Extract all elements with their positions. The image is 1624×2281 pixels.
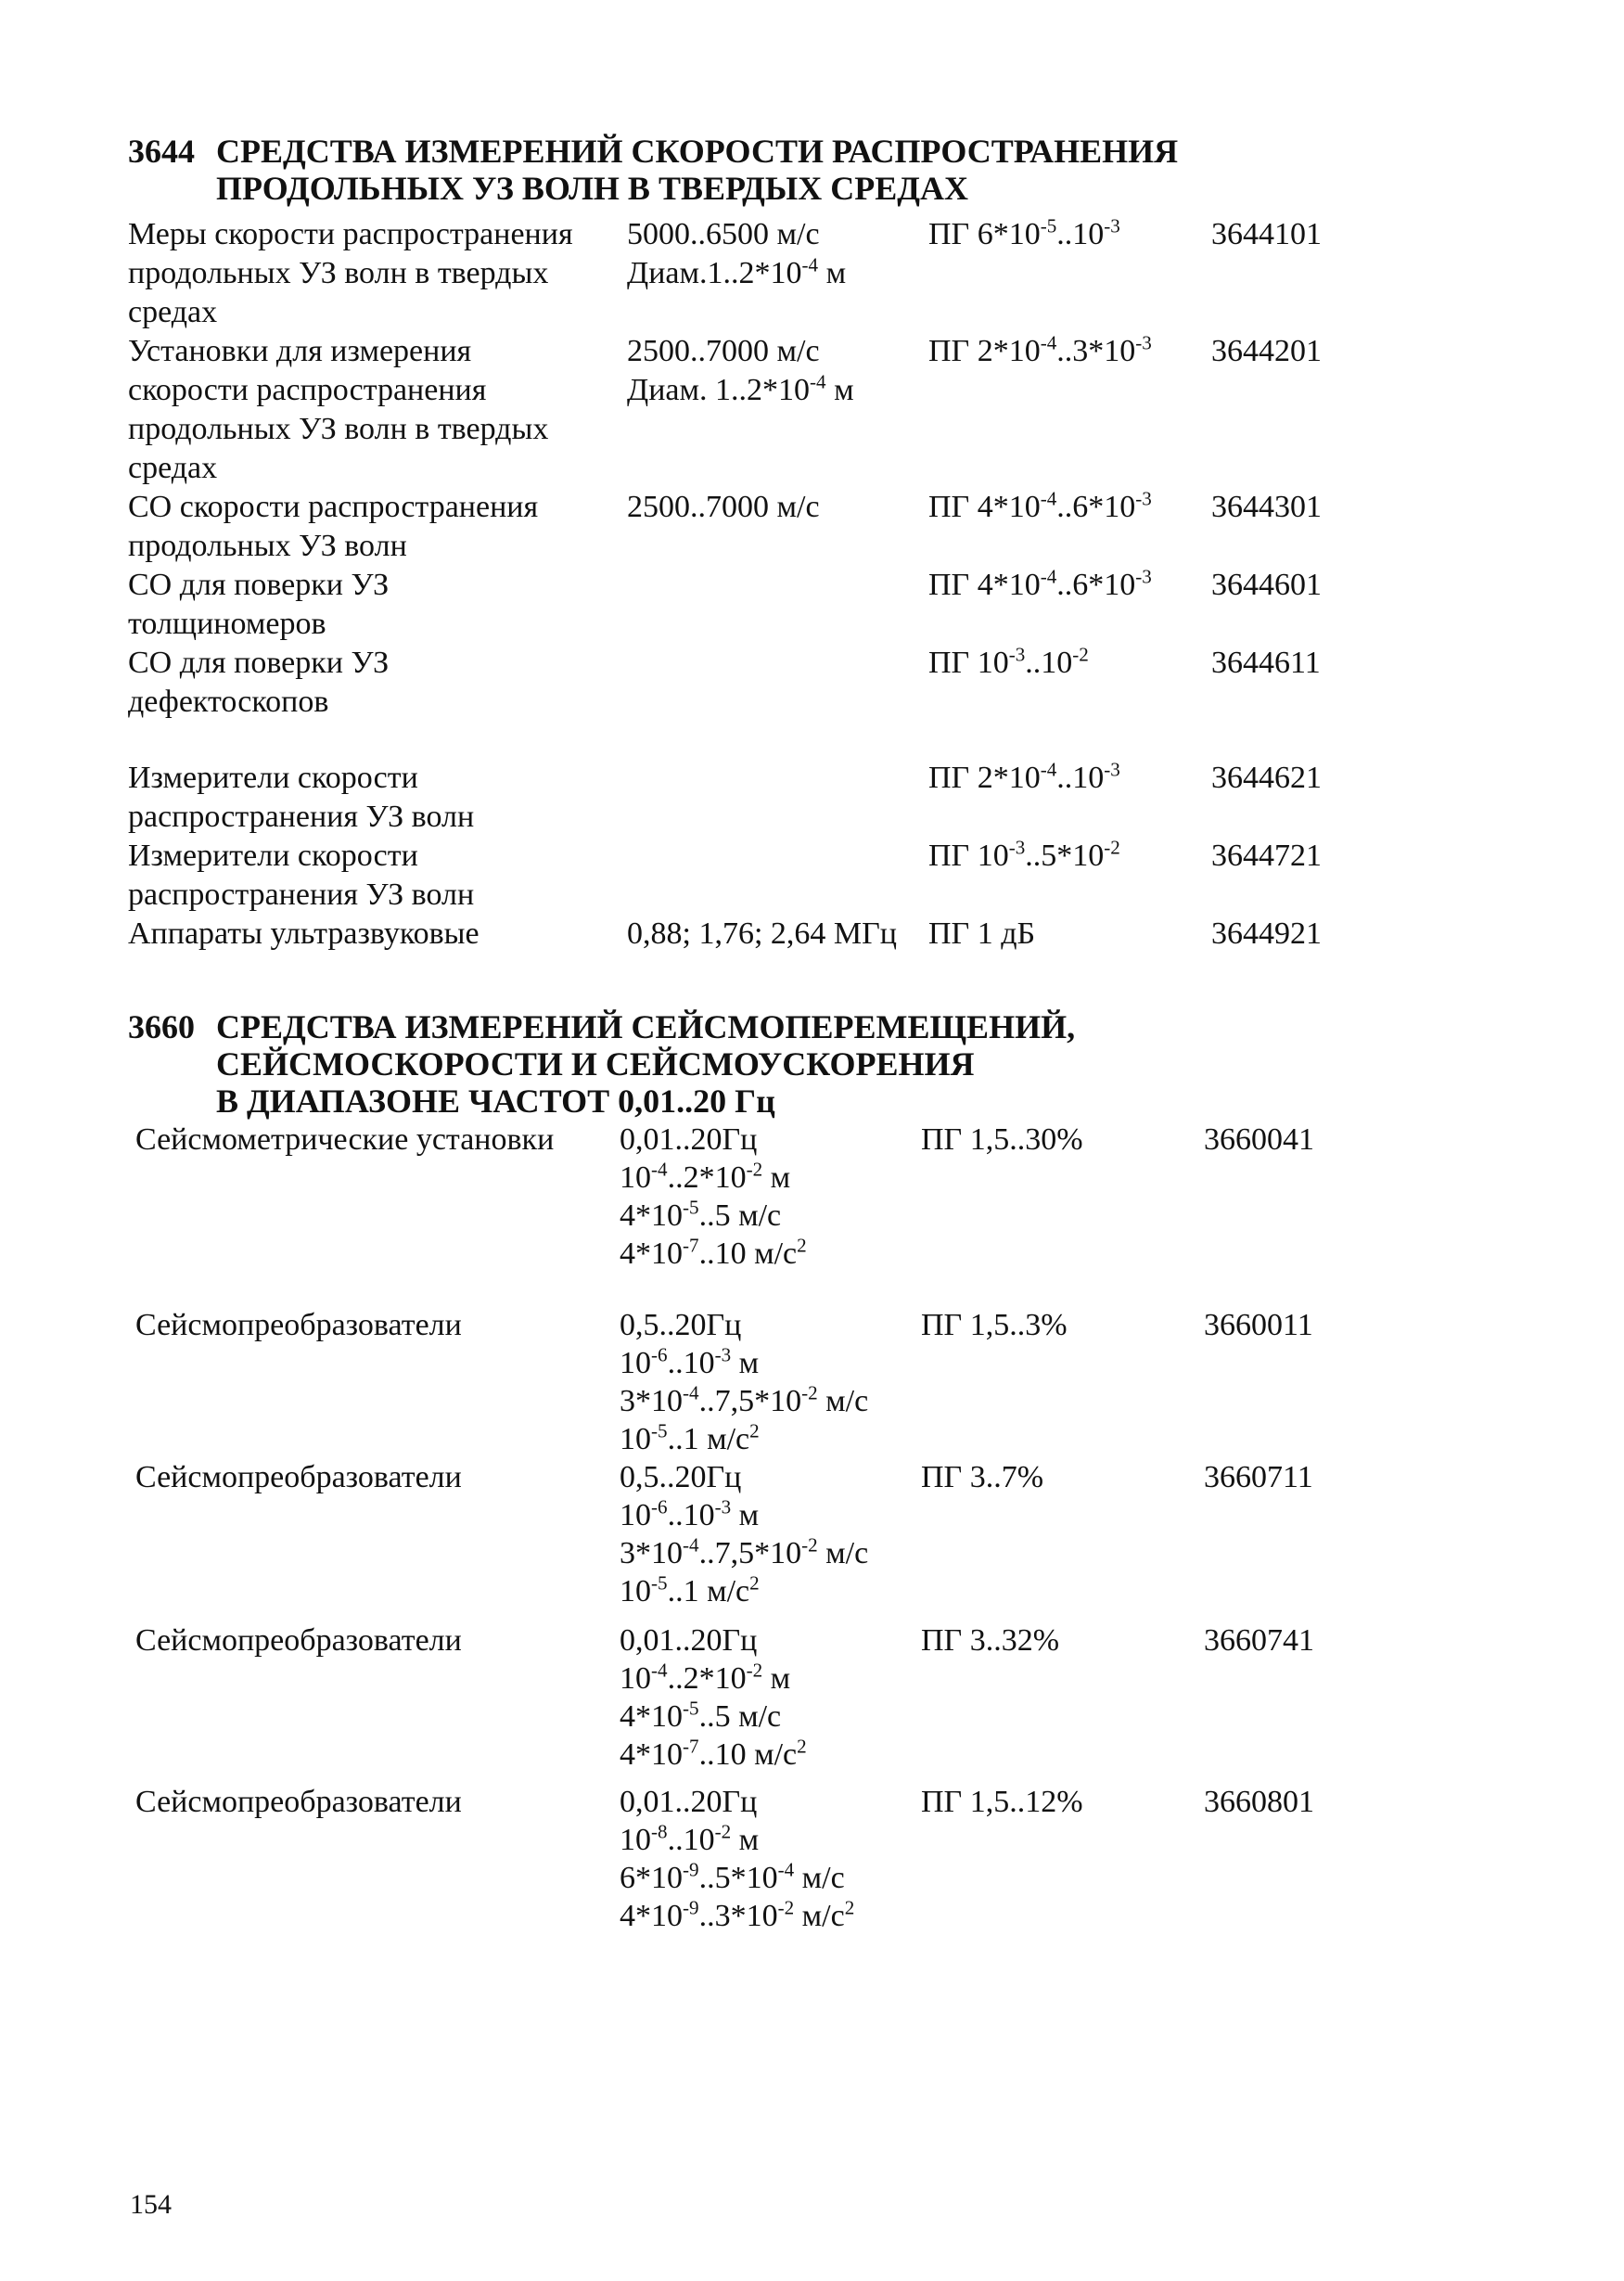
section-title: СРЕДСТВА ИЗМЕРЕНИЙ СКОРОСТИ РАСПРОСТРАНЕНИЯ: [216, 133, 1179, 170]
instrument-name-line: Меры скорости распространения: [128, 217, 573, 251]
instrument-name: [128, 915, 627, 954]
instrument-name: [128, 1458, 620, 1610]
measurement-range-line: 0,01..20Гц: [620, 1623, 758, 1658]
instrument-name-line: СО для поверки УЗ: [128, 568, 390, 602]
measurement-range: [627, 759, 928, 837]
measurement-range: [627, 915, 928, 954]
table-row: [128, 915, 1334, 954]
instrument-name: [128, 837, 627, 915]
instrument-name: [128, 566, 627, 644]
instrument-name-line: скорости распространения: [128, 373, 487, 407]
error-limit: ПГ 3..32%: [921, 1623, 1060, 1658]
table-row: [128, 759, 1334, 837]
section-title-line2: СЕЙСМОСКОРОСТИ И СЕЙСМОУСКОРЕНИЯ: [216, 1045, 975, 1083]
measurement-range-line: $10^{-6}..10^{-3}$ м: [620, 1343, 760, 1380]
instrument-name: [128, 488, 627, 566]
measurement-range-line: $10^{-5}..1$ $м/с^2$: [620, 1571, 760, 1608]
table-row: [128, 1783, 1334, 1935]
measurement-range: [627, 332, 928, 488]
error-limit: ПГ $10^{-3}..10^{-2}$: [928, 643, 1089, 680]
instrument-name: [128, 1121, 620, 1273]
page-number: 154: [130, 2189, 172, 2220]
measurement-range-line: $4*10^{-5}..5$ м/с: [620, 1196, 782, 1233]
classification-code: 3644921: [1211, 916, 1322, 951]
table-row: [128, 215, 1334, 332]
measurement-range: [627, 837, 928, 915]
measurement-range-line: $4*10^{-7}..10$ $м/с^2$: [620, 1234, 807, 1271]
instrument-name-line: толщиномеров: [128, 607, 326, 641]
instrument-name-line: средах: [128, 451, 218, 485]
instrument-name-line: Сейсмопреобразователи: [135, 1623, 462, 1658]
error-limit: ПГ 1 дБ: [928, 916, 1036, 951]
classification-code: 3660041: [1204, 1122, 1314, 1157]
instrument-name-line: продольных УЗ волн в твердых: [128, 412, 549, 446]
section-title-line3: В ДИАПАЗОНЕ ЧАСТОТ 0,01..20 Гц: [216, 1083, 775, 1120]
instrument-name: [128, 1621, 620, 1774]
section-code: 3660: [128, 1008, 195, 1045]
classification-code: 3660741: [1204, 1623, 1314, 1658]
measurement-range-line: 2500..7000 м/с: [627, 490, 820, 524]
instrument-name-line: средах: [128, 295, 218, 329]
error-limit: ПГ 1,5..3%: [921, 1308, 1068, 1342]
measurement-range-line: $4*10^{-5}..5$ м/с: [620, 1697, 782, 1734]
measurement-range: [620, 1121, 921, 1273]
measurement-range-line: $Диам.1..2*10^{-4}$ м: [627, 253, 847, 290]
instrument-name: [128, 759, 627, 837]
instrument-name-line: Сейсмопреобразователи: [135, 1785, 462, 1819]
classification-code: 3644621: [1211, 761, 1322, 795]
instrument-name-line: дефектоскопов: [128, 685, 329, 719]
error-limit: ПГ 3..7%: [921, 1460, 1044, 1494]
classification-code: 3644301: [1211, 490, 1322, 524]
error-limit: ПГ $10^{-3}..5*10^{-2}$: [928, 836, 1120, 873]
measurement-range: [627, 566, 928, 644]
table-row: [128, 488, 1334, 566]
classification-code: 3644721: [1211, 839, 1322, 873]
section-3644-heading-line1: [128, 133, 1334, 170]
table-row: [128, 566, 1334, 644]
table-row: [128, 1121, 1334, 1273]
instrument-name-line: Измерители скорости: [128, 839, 418, 873]
error-limit: ПГ $2*10^{-4}..10^{-3}$: [928, 758, 1120, 795]
error-limit: ПГ $4*10^{-4}..6*10^{-3}$: [928, 565, 1152, 602]
section-3644-table: [128, 215, 1334, 954]
measurement-range-line: $4*10^{-7}..10$ $м/с^2$: [620, 1735, 807, 1772]
instrument-name-line: Установки для измерения: [128, 334, 472, 368]
measurement-range-line: $10^{-5}..1$ $м/с^2$: [620, 1419, 760, 1456]
classification-code: 3660801: [1204, 1785, 1314, 1819]
measurement-range-line: $10^{-6}..10^{-3}$ м: [620, 1495, 760, 1532]
measurement-range: [627, 488, 928, 566]
measurement-range-line: 5000..6500 м/с: [627, 217, 820, 251]
measurement-range-line: $10^{-4}..2*10^{-2}$ м: [620, 1158, 791, 1195]
section-title-line2: ПРОДОЛЬНЫХ УЗ ВОЛН В ТВЕРДЫХ СРЕДАХ: [216, 170, 969, 207]
instrument-name-line: Измерители скорости: [128, 761, 418, 795]
table-row: [128, 837, 1334, 915]
instrument-name-line: СО скорости распространения: [128, 490, 539, 524]
classification-code: 3644601: [1211, 568, 1322, 602]
instrument-name: [128, 1306, 620, 1458]
instrument-name-line: Сейсмопреобразователи: [135, 1460, 462, 1494]
instrument-name-line: продольных УЗ волн: [128, 529, 407, 563]
measurement-range-line: 0,5..20Гц: [620, 1460, 742, 1494]
section-3660-table: [128, 1121, 1334, 1935]
measurement-range-line: 0,88; 1,76; 2,64 МГц: [627, 916, 897, 951]
classification-code: 3660011: [1204, 1308, 1313, 1342]
measurement-range-line: 0,01..20Гц: [620, 1122, 758, 1157]
instrument-name-line: распространения УЗ волн: [128, 878, 475, 912]
instrument-name-line: Сейсмометрические установки: [135, 1122, 555, 1157]
error-limit: ПГ $4*10^{-4}..6*10^{-3}$: [928, 487, 1152, 524]
table-row: [128, 644, 1334, 722]
measurement-range: [627, 644, 928, 722]
section-3660-heading-line1: [128, 1008, 1334, 1045]
instrument-name: [128, 644, 627, 722]
classification-code: 3644201: [1211, 334, 1322, 368]
measurement-range-line: Диам. $1..2*10^{-4}$ м: [627, 370, 854, 407]
measurement-range: [620, 1783, 921, 1935]
instrument-name-line: продольных УЗ волн в твердых: [128, 256, 549, 290]
classification-code: 3644611: [1211, 646, 1321, 680]
measurement-range: [620, 1621, 921, 1774]
measurement-range-line: 0,5..20Гц: [620, 1308, 742, 1342]
measurement-range: [620, 1306, 921, 1458]
measurement-range-line: $10^{-4}..2*10^{-2}$ м: [620, 1659, 791, 1696]
error-limit: ПГ $6*10^{-5}..10^{-3}$: [928, 214, 1120, 251]
error-limit: ПГ $2*10^{-4}..3*10^{-3}$: [928, 331, 1152, 368]
instrument-name-line: Аппараты ультразвуковые: [128, 916, 480, 951]
measurement-range: [620, 1458, 921, 1610]
table-row: [128, 332, 1334, 488]
table-row: [128, 1621, 1334, 1774]
instrument-name-line: СО для поверки УЗ: [128, 646, 390, 680]
instrument-name: [128, 215, 627, 332]
measurement-range-line: 2500..7000 м/с: [627, 334, 820, 368]
section-title: СРЕДСТВА ИЗМЕРЕНИЙ СЕЙСМОПЕРЕМЕЩЕНИЙ,: [216, 1008, 1076, 1045]
table-row: [128, 1458, 1334, 1610]
measurement-range-line: 0,01..20Гц: [620, 1785, 758, 1819]
instrument-name-line: Сейсмопреобразователи: [135, 1308, 462, 1342]
error-limit: ПГ 1,5..12%: [921, 1785, 1083, 1819]
section-code: 3644: [128, 133, 195, 170]
error-limit: ПГ 1,5..30%: [921, 1122, 1083, 1157]
section-3660-heading: [128, 1008, 1334, 1120]
instrument-name: [128, 332, 627, 488]
classification-code: 3644101: [1211, 217, 1322, 251]
table-row: [128, 1306, 1334, 1458]
instrument-name-line: распространения УЗ волн: [128, 800, 475, 834]
measurement-range: [627, 215, 928, 332]
measurement-range-line: $10^{-8}..10^{-2}$ м: [620, 1820, 760, 1857]
section-3644-heading: [128, 133, 1334, 207]
measurement-range-line: $3*10^{-4}..7,5*10^{-2}$ м/с: [620, 1381, 869, 1418]
measurement-range-line: $3*10^{-4}..7,5*10^{-2}$ м/с: [620, 1533, 869, 1570]
measurement-range-line: $4*10^{-9}..3*10^{-2}$ $м/с^2$: [620, 1896, 855, 1933]
classification-code: 3660711: [1204, 1460, 1313, 1494]
instrument-name: [128, 1783, 620, 1935]
measurement-range-line: $6*10^{-9}..5*10^{-4}$ м/с: [620, 1858, 845, 1895]
